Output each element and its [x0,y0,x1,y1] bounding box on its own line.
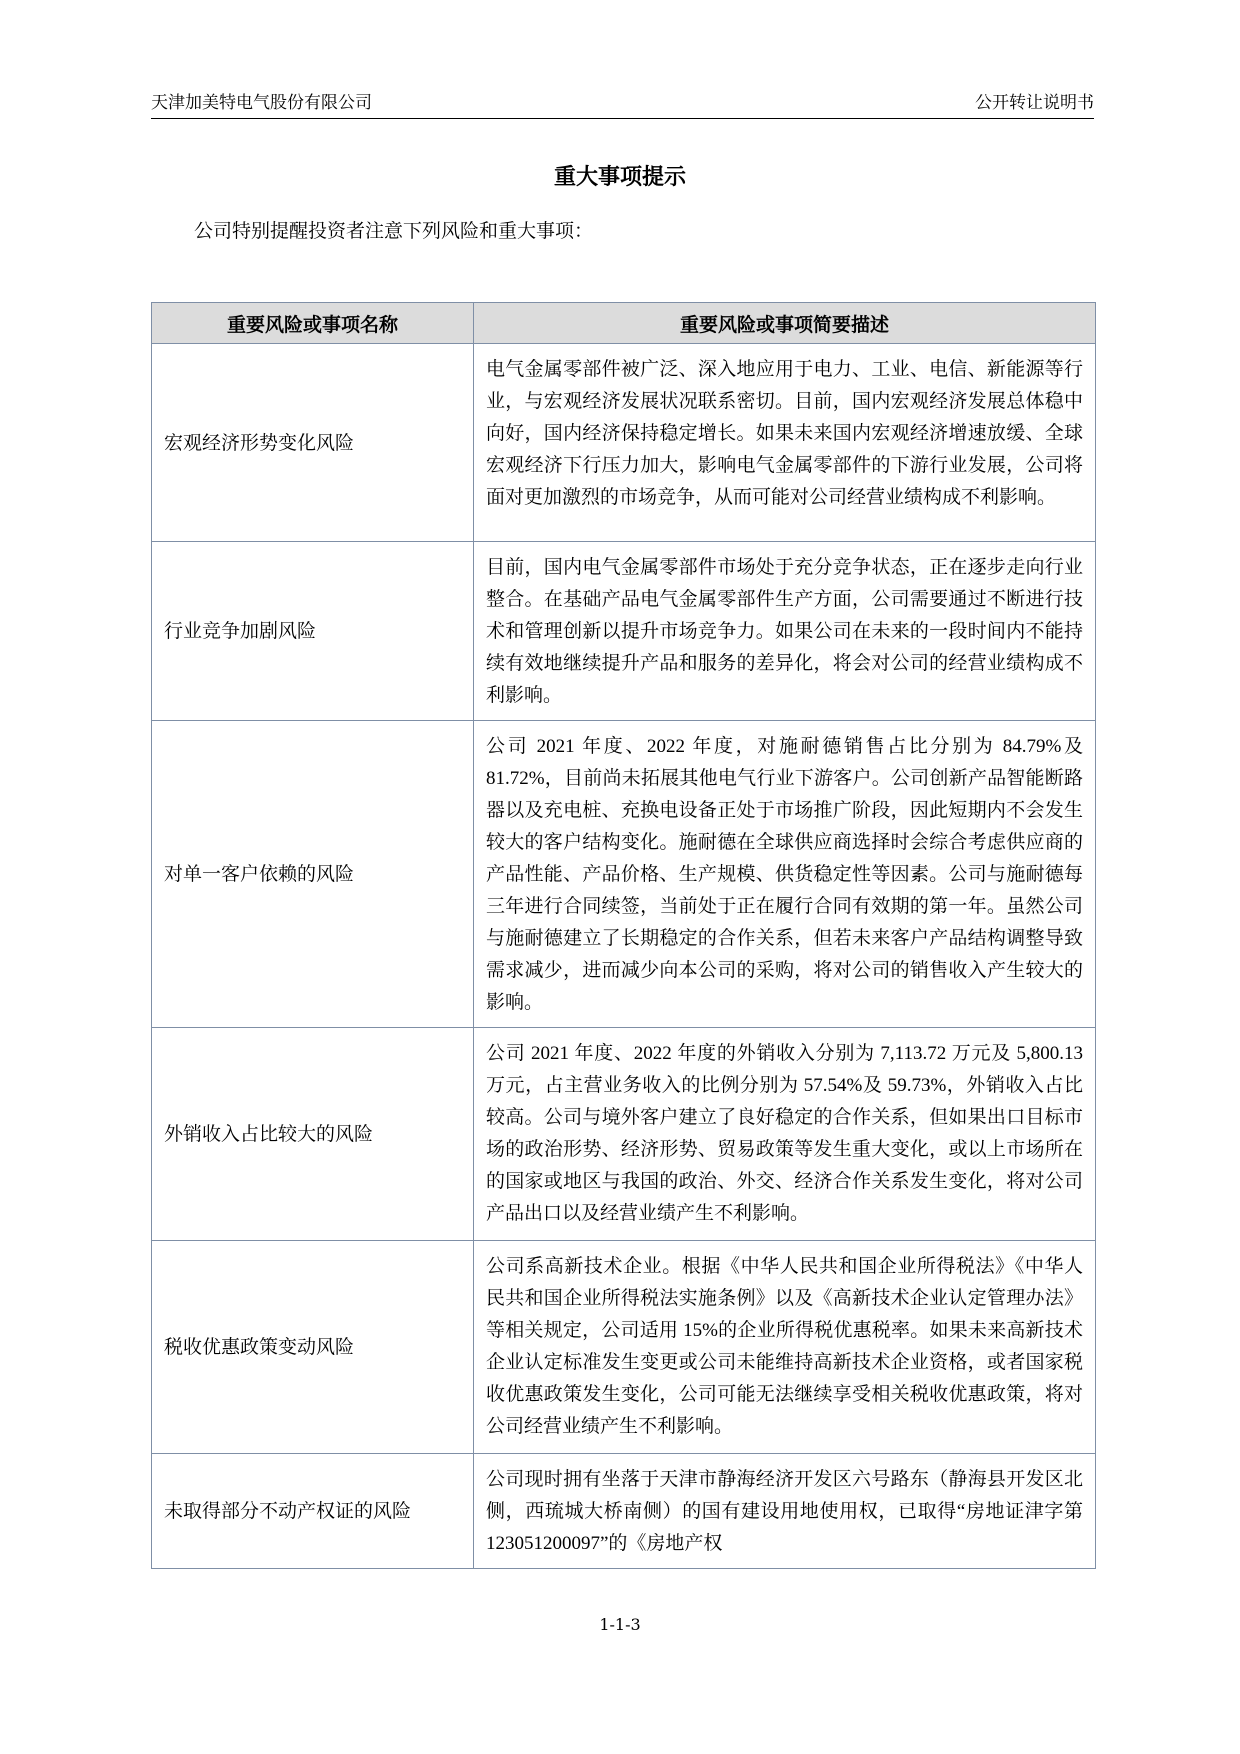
table-row [152,1241,1096,1454]
risk-name: 外销收入占比较大的风险 [152,1028,474,1241]
table-row [152,542,1096,721]
column-header-description: 重要风险或事项简要描述 [474,303,1096,344]
column-header-name: 重要风险或事项名称 [152,303,474,344]
risk-name: 宏观经济形势变化风险 [152,344,474,542]
table-row [152,721,1096,1028]
page-number: 1-1-3 [599,1615,641,1634]
risk-description: 公司 2021 年度、2022 年度，对施耐德销售占比分别为 84.79%及 81.72%，目前尚未拓展其他电气行业下游客户。公司创新产品智能断路器以及充电桩、充换电设备正处于市场推广阶段，因此短期内不会发生较大的客户结构变化。施耐德在全球供应商选择时会综合考虑供应商的产品性能、产品价格、生产规模、供货稳定性等因素。公司与施耐德每三年进行合同续签，当前处于正在履行合同有效期的第一年。虽然公司与施耐德建立了长期稳定的合作关系，但若未来客户产品结构调整导致需求减少，进而减少向本公司的采购，将对公司的销售收入产生较大的影响。 [474,721,1096,1028]
table-header-row [152,303,1096,344]
risk-description: 公司 2021 年度、2022 年度的外销收入分别为 7,113.72 万元及 5,800.13 万元，占主营业务收入的比例分别为 57.54%及 59.73%，外销收入占比较高。公司与境外客户建立了良好稳定的合作关系，但如果出口目标市场的政治形势、经济形势、贸易政策等发生重大变化，或以上市场所在的国家或地区与我国的政治、外交、经济合作关系发生变化，将对公司产品出口以及经营业绩产生不利影响。 [474,1028,1096,1241]
risk-description: 电气金属零部件被广泛、深入地应用于电力、工业、电信、新能源等行业，与宏观经济发展状况联系密切。目前，国内宏观经济发展总体稳中向好，国内经济保持稳定增长。如果未来国内宏观经济增速放缓、全球宏观经济下行压力加大，影响电气金属零部件的下游行业发展，公司将面对更加激烈的市场竞争，从而可能对公司经营业绩构成不利影响。 [474,344,1096,542]
risk-description: 公司系高新技术企业。根据《中华人民共和国企业所得税法》《中华人民共和国企业所得税法实施条例》以及《高新技术企业认定管理办法》等相关规定，公司适用 15%的企业所得税优惠税率。如果未来高新技术企业认定标准发生变更或公司未能维持高新技术企业资格，或者国家税收优惠政策发生变化，公司可能无法继续享受相关税收优惠政策，将对公司经营业绩产生不利影响。 [474,1241,1096,1454]
table-row [152,1454,1096,1569]
document-type: 公开转让说明书 [975,93,1094,113]
risk-table [151,302,1096,1569]
risk-description: 公司现时拥有坐落于天津市静海经济开发区六号路东（静海县开发区北侧，西琉城大桥南侧）的国有建设用地使用权，已取得“房地证津字第 123051200097”的《房地产权 [474,1454,1096,1569]
risk-name: 对单一客户依赖的风险 [152,721,474,1028]
intro-paragraph: 公司特别提醒投资者注意下列风险和重大事项： [194,220,594,242]
table-row [152,344,1096,542]
company-name: 天津加美特电气股份有限公司 [151,93,372,113]
page-header [151,88,1094,119]
risk-name: 税收优惠政策变动风险 [152,1241,474,1454]
risk-description: 目前，国内电气金属零部件市场处于充分竞争状态，正在逐步走向行业整合。在基础产品电气金属零部件生产方面，公司需要通过不断进行技术和管理创新以提升市场竞争力。如果公司在未来的一段时间内不能持续有效地继续提升产品和服务的差异化，将会对公司的经营业绩构成不利影响。 [474,542,1096,721]
risk-name: 未取得部分不动产权证的风险 [152,1454,474,1569]
risk-name: 行业竞争加剧风险 [152,542,474,721]
section-title: 重大事项提示 [553,164,686,190]
table-row [152,1028,1096,1241]
